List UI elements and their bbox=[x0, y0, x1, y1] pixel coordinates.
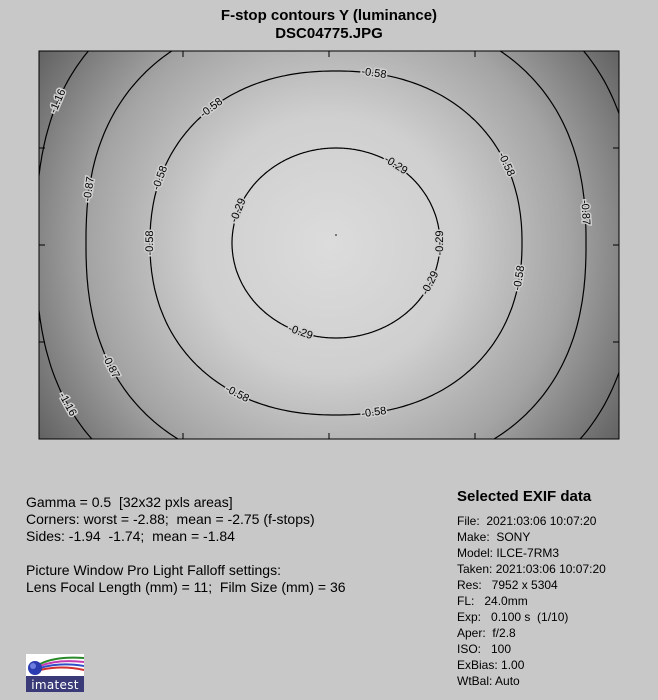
exif-row: Aper: f/2.8 bbox=[457, 626, 516, 640]
chart-subtitle: DSC04775.JPG bbox=[275, 25, 383, 42]
contour-label: -0.58 bbox=[150, 164, 171, 192]
contour-label: -0.58 bbox=[223, 382, 251, 405]
info-lens-settings: Lens Focal Length (mm) = 11; Film Size (mm) = 36 bbox=[26, 579, 346, 595]
contour-label: -0.29 bbox=[381, 153, 410, 178]
contour-label: -0.29 bbox=[433, 230, 447, 256]
info-sides: Sides: -1.94 -1.74; mean = -1.84 bbox=[26, 528, 235, 544]
exif-row: FL: 24.0mm bbox=[457, 594, 528, 608]
contour-label: -0.58 bbox=[197, 95, 226, 121]
exif-row: Res: 7952 x 5304 bbox=[457, 578, 558, 592]
exif-row: Taken: 2021:03:06 10:07:20 bbox=[457, 562, 606, 576]
logo-text: imatest bbox=[31, 678, 79, 692]
exif-row: Make: SONY bbox=[457, 530, 531, 544]
exif-row: ISO: 100 bbox=[457, 642, 512, 656]
exif-heading: Selected EXIF data bbox=[457, 488, 592, 505]
exif-row: Exp: 0.100 s (1/10) bbox=[457, 610, 569, 624]
exif-row: Model: ILCE-7RM3 bbox=[457, 546, 560, 560]
contour-label: -1.16 bbox=[56, 390, 79, 419]
exif-row: ExBias: 1.00 bbox=[457, 658, 525, 672]
info-corners: Corners: worst = -2.88; mean = -2.75 (f-stops) bbox=[26, 511, 315, 527]
contour-label: -0.87 bbox=[81, 175, 97, 203]
contour-label: -0.87 bbox=[578, 199, 592, 226]
contour-label: -0.58 bbox=[495, 150, 517, 179]
plot-area bbox=[39, 51, 619, 439]
info-gamma: Gamma = 0.5 [32x32 pxls areas] bbox=[26, 494, 233, 510]
contour-label: -0.58 bbox=[143, 230, 157, 256]
contour-label: -0.29 bbox=[286, 322, 315, 343]
chart-title: F-stop contours Y (luminance) bbox=[220, 7, 438, 24]
contour-label: -0.58 bbox=[360, 65, 388, 82]
info-pwp-settings: Picture Window Pro Light Falloff settings: bbox=[26, 562, 281, 578]
contour-label: -0.87 bbox=[99, 352, 122, 381]
contour-label: -0.29 bbox=[228, 196, 249, 225]
contour-label: -1.16 bbox=[47, 87, 69, 116]
contour-label: -0.29 bbox=[419, 269, 442, 297]
exif-row: WtBal: Auto bbox=[457, 674, 520, 688]
contour-label: -0.58 bbox=[511, 264, 528, 292]
center-dot bbox=[335, 234, 337, 236]
contour-label: -0.58 bbox=[360, 404, 388, 421]
exif-row: File: 2021:03:06 10:07:20 bbox=[457, 514, 597, 528]
